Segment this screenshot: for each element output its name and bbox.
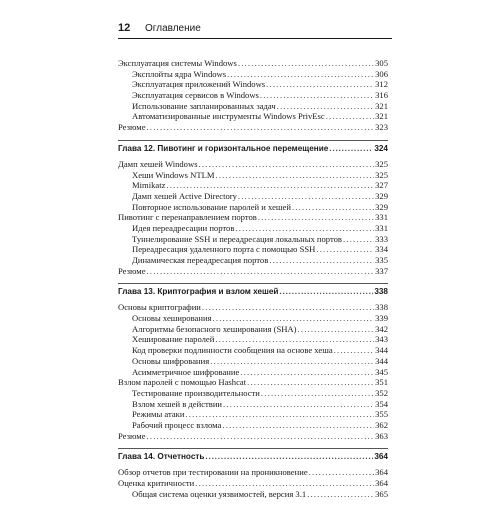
entry-title: Взлом паролей с помощью Hashcat bbox=[118, 377, 247, 388]
dot-leader bbox=[238, 191, 374, 202]
entry-page-number: 316 bbox=[375, 90, 388, 101]
dot-leader bbox=[269, 255, 374, 266]
chapter-divider bbox=[118, 283, 388, 284]
entry-page-number: 338 bbox=[374, 287, 388, 297]
table-of-contents bbox=[118, 58, 388, 506]
entry-page-number: 338 bbox=[375, 302, 388, 313]
entry-title: Эксплуатация приложений Windows bbox=[132, 79, 266, 90]
toc-entry bbox=[118, 122, 388, 133]
dot-leader bbox=[235, 223, 374, 234]
entry-page-number: 312 bbox=[375, 79, 388, 90]
dot-leader bbox=[326, 111, 374, 122]
entry-page-number: 305 bbox=[375, 58, 388, 68]
section-continuation bbox=[118, 58, 388, 133]
page-number: 12 bbox=[118, 22, 131, 34]
entry-title: Динамическая переадресация портов bbox=[132, 255, 269, 265]
entry-title: Резюме bbox=[118, 265, 146, 276]
chapter-section bbox=[118, 283, 388, 441]
entry-page-number: 352 bbox=[375, 387, 388, 398]
toc-entry bbox=[118, 58, 388, 69]
entry-page-number: 344 bbox=[375, 345, 388, 356]
chapter-divider bbox=[118, 448, 388, 449]
entry-page-number: 333 bbox=[375, 233, 388, 244]
entry-title: Основы шифрования bbox=[132, 355, 210, 366]
dot-leader bbox=[298, 324, 375, 335]
entry-page-number: 351 bbox=[375, 377, 388, 388]
dot-leader bbox=[185, 409, 374, 420]
entry-title: Туннелирование SSH и переадресация локальных портов bbox=[132, 233, 342, 244]
entry-title: Глава 12. Пивотинг и горизонтальное перемещение bbox=[118, 143, 329, 153]
entry-title: Пивотинг с перенаправлением портов bbox=[118, 212, 257, 223]
dot-leader bbox=[222, 420, 374, 431]
running-title: Оглавление bbox=[145, 23, 201, 34]
entry-page-number: 321 bbox=[375, 111, 388, 122]
entry-title: Тестирование производительности bbox=[132, 387, 260, 398]
toc-subentry bbox=[118, 324, 388, 335]
entry-page-number: 339 bbox=[375, 313, 388, 324]
toc-entry bbox=[118, 467, 388, 478]
dot-leader bbox=[202, 302, 374, 313]
toc-subentry bbox=[118, 313, 388, 324]
toc-subentry bbox=[118, 367, 388, 378]
entry-title: Идея переадресации портов bbox=[132, 222, 235, 233]
entry-page-number: 334 bbox=[375, 244, 388, 255]
entry-page-number: 337 bbox=[375, 265, 388, 276]
toc-subentry bbox=[118, 111, 388, 122]
entry-title: Глава 13. Криптография и взлом хешей bbox=[118, 287, 279, 297]
dot-leader bbox=[343, 234, 374, 245]
dot-leader bbox=[147, 122, 375, 133]
toc-entry bbox=[118, 478, 388, 489]
toc-entry bbox=[118, 431, 388, 442]
dot-leader bbox=[260, 90, 374, 101]
dot-leader bbox=[215, 334, 374, 345]
dot-leader bbox=[210, 356, 374, 367]
toc-subentry bbox=[118, 79, 388, 90]
entry-title: Оценка критичности bbox=[118, 478, 195, 488]
toc-entry bbox=[118, 212, 388, 223]
entry-page-number: 331 bbox=[375, 222, 388, 233]
dot-leader bbox=[199, 159, 375, 170]
entry-title: Эксплойты ядра Windows bbox=[132, 68, 227, 79]
entry-title: Код проверки подлинности сообщения на основе хеша bbox=[132, 345, 333, 356]
dot-leader bbox=[205, 451, 373, 463]
entry-title: Режимы атаки bbox=[132, 409, 185, 420]
dot-leader bbox=[195, 478, 374, 489]
toc-entry bbox=[118, 159, 388, 170]
dot-leader bbox=[147, 266, 375, 277]
entry-title: Резюме bbox=[118, 430, 146, 441]
dot-leader bbox=[261, 388, 374, 399]
toc-subentry bbox=[118, 223, 388, 234]
entry-page-number: 329 bbox=[375, 201, 388, 212]
entry-title: Mimikatz bbox=[132, 180, 166, 191]
entry-page-number: 329 bbox=[375, 190, 388, 201]
toc-subentry bbox=[118, 234, 388, 245]
entry-title: Основы криптографии bbox=[118, 302, 201, 313]
entry-page-number: 306 bbox=[375, 68, 388, 79]
entry-title: Хеширование паролей bbox=[132, 334, 215, 345]
entry-page-number: 324 bbox=[374, 143, 388, 153]
entry-title: Использование запланированных задач bbox=[132, 100, 276, 111]
dot-leader bbox=[227, 69, 374, 80]
chapter-heading bbox=[118, 451, 388, 463]
toc-subentry bbox=[118, 388, 388, 399]
entry-page-number: 323 bbox=[375, 122, 388, 133]
toc-subentry bbox=[118, 334, 388, 345]
entry-page-number: 364 bbox=[375, 467, 388, 478]
dot-leader bbox=[266, 79, 374, 90]
entry-title: Асимметричное шифрование bbox=[132, 366, 240, 377]
toc-entry bbox=[118, 302, 388, 313]
entry-page-number: 365 bbox=[375, 488, 388, 499]
entry-title: Дамп хешей Active Directory bbox=[132, 190, 237, 201]
entry-title: Хеши Windows NTLM bbox=[132, 169, 215, 180]
entry-title: Взлом хешей в действии bbox=[132, 398, 223, 409]
dot-leader bbox=[166, 180, 374, 191]
toc-subentry bbox=[118, 345, 388, 356]
entry-title: Обзор отчетов при тестировании на проникновение bbox=[118, 467, 308, 478]
chapter-divider bbox=[118, 140, 388, 141]
dot-leader bbox=[277, 101, 374, 112]
entry-page-number: 325 bbox=[375, 169, 388, 180]
entry-page-number: 354 bbox=[375, 398, 388, 409]
entry-title: Дамп хешей Windows bbox=[118, 158, 198, 169]
dot-leader bbox=[240, 367, 374, 378]
dot-leader bbox=[223, 399, 374, 410]
toc-entry bbox=[118, 377, 388, 388]
entry-title: Основы хеширования bbox=[132, 313, 212, 324]
entry-title: Автоматизированные инструменты Windows PrivEsc bbox=[132, 111, 325, 122]
toc-subentry bbox=[118, 409, 388, 420]
toc-subentry bbox=[118, 90, 388, 101]
entry-page-number: 327 bbox=[375, 180, 388, 191]
toc-subentry bbox=[118, 356, 388, 367]
toc-subentry bbox=[118, 420, 388, 431]
entry-title: Эксплуатация сервисов в Windows bbox=[132, 90, 259, 101]
dot-leader bbox=[307, 489, 374, 500]
toc-subentry bbox=[118, 202, 388, 213]
toc-entry bbox=[118, 266, 388, 277]
dot-leader bbox=[279, 286, 373, 298]
entry-page-number: 355 bbox=[375, 409, 388, 420]
toc-subentry bbox=[118, 180, 388, 191]
chapter-section bbox=[118, 448, 388, 499]
dot-leader bbox=[309, 467, 374, 478]
entry-page-number: 331 bbox=[375, 212, 388, 223]
header-rule bbox=[118, 38, 392, 39]
entry-page-number: 364 bbox=[375, 478, 388, 488]
toc-subentry bbox=[118, 255, 388, 266]
chapter-section bbox=[118, 140, 388, 277]
entry-title: Резюме bbox=[118, 122, 146, 133]
toc-subentry bbox=[118, 489, 388, 500]
dot-leader bbox=[258, 212, 374, 223]
entry-page-number: 342 bbox=[375, 323, 388, 334]
toc-subentry bbox=[118, 244, 388, 255]
entry-title: Общая система оценки уязвимостей, версия 3.1 bbox=[132, 488, 307, 499]
toc-subentry bbox=[118, 191, 388, 202]
entry-title: Алгоритмы безопасного хеширования (SHA) bbox=[132, 323, 297, 334]
entry-page-number: 344 bbox=[375, 355, 388, 366]
entry-page-number: 321 bbox=[375, 100, 388, 111]
entry-title: Рабочий процесс взлома bbox=[132, 419, 222, 430]
entry-page-number: 325 bbox=[375, 158, 388, 169]
dot-leader bbox=[215, 170, 374, 181]
chapter-heading bbox=[118, 286, 388, 298]
toc-subentry bbox=[118, 170, 388, 181]
chapter-heading bbox=[118, 143, 388, 155]
entry-page-number: 363 bbox=[375, 430, 388, 441]
dot-leader bbox=[316, 244, 374, 255]
entry-page-number: 343 bbox=[375, 334, 388, 345]
entry-title: Эксплуатация системы Windows bbox=[118, 58, 237, 68]
dot-leader bbox=[329, 143, 373, 155]
entry-title: Переадресация удаленного порта с помощью SSH bbox=[132, 244, 316, 255]
dot-leader bbox=[334, 345, 374, 356]
dot-leader bbox=[147, 431, 375, 442]
toc-subentry bbox=[118, 399, 388, 410]
entry-title: Повторное использование паролей и хешей bbox=[132, 201, 291, 212]
dot-leader bbox=[292, 202, 374, 213]
entry-page-number: 345 bbox=[375, 366, 388, 377]
toc-subentry bbox=[118, 101, 388, 112]
toc-subentry bbox=[118, 69, 388, 80]
running-header bbox=[118, 20, 392, 36]
entry-title: Глава 14. Отчетность bbox=[118, 452, 205, 462]
dot-leader bbox=[247, 377, 374, 388]
dot-leader bbox=[238, 58, 374, 69]
entry-page-number: 362 bbox=[375, 419, 388, 430]
entry-page-number: 364 bbox=[374, 452, 388, 462]
dot-leader bbox=[213, 313, 375, 324]
entry-page-number: 335 bbox=[375, 255, 388, 265]
